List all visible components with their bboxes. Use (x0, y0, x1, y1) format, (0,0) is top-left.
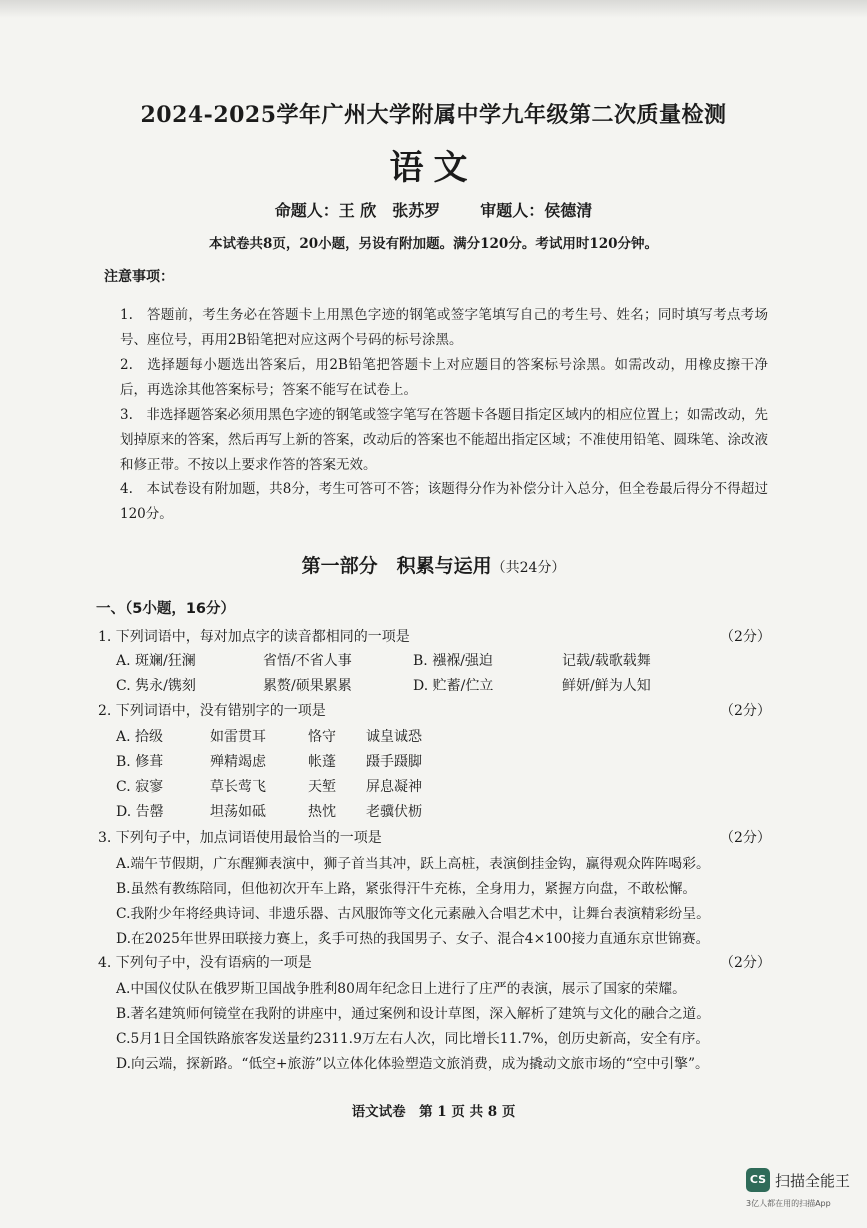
watermark-name: 扫描全能王 (775, 1172, 851, 1190)
setter-names: 王 欣 张苏罗 (338, 201, 441, 220)
camscanner-logo-icon: CS (746, 1168, 770, 1192)
q2-option-d-3: 热忱 (308, 804, 336, 820)
setter-label: 命题人： (274, 201, 339, 220)
q2-option-d-1: D. 告罄 (116, 804, 164, 820)
reviewer-name: 侯德清 (544, 201, 593, 220)
q3-sentence-a: A.端午节假期，广东醒狮表演中，狮子首当其冲，跃上高桩，表演倒挂金钩，赢得观众阵阵喝彩。 (116, 856, 710, 872)
q2-option-d-2: 坦荡如砥 (210, 804, 266, 820)
section-points: （共24分） (491, 560, 566, 576)
notice-item-2: 2. 选择题每小题选出答案后，用2B铅笔把答题卡上对应题目的答案标号涂黑。如需改动，用橡皮擦干净后，再选涂其他答案标号；答案不能写在试卷上。 (120, 357, 768, 398)
question-2-score: （2分） (720, 703, 771, 719)
q2-option-b-1: B. 修葺 (116, 754, 164, 770)
q2-option-b-4: 蹑手蹑脚 (366, 754, 422, 770)
notice-heading: 注意事项： (104, 269, 174, 285)
question-3-stem: 3. 下列句子中，加点词语使用最恰当的一项是 (98, 830, 382, 846)
q1-option-d-b: 鲜妍/鲜为人知 (562, 678, 651, 694)
q2-option-a-4: 诚皇诚恐 (366, 729, 422, 745)
scan-shadow (0, 0, 867, 18)
q1-option-a-b: 省悟/不省人事 (263, 653, 352, 669)
q1-option-d: D. 贮蓄/伫立 (413, 678, 494, 694)
q1-option-b: B. 襁褓/强迫 (413, 653, 493, 669)
q3-sentence-c: C.我附少年将经典诗词、非遗乐器、古风服饰等文化元素融入合唱艺术中，让舞台表演精彩纷呈。 (116, 906, 710, 922)
q4-sentence-a: A.中国仪仗队在俄罗斯卫国战争胜利80周年纪念日上进行了庄严的表演，展示了国家的荣耀。 (116, 981, 686, 997)
q1-option-c-b: 累赘/硕果累累 (263, 678, 352, 694)
watermark-tagline: 3亿人都在用的扫描App (746, 1199, 831, 1208)
section-title (0, 551, 867, 578)
q2-option-c-3: 天堑 (308, 779, 336, 795)
scanner-watermark (746, 1168, 856, 1218)
q4-sentence-d: D.向云端，探新路。“低空+旅游”以立体化体验塑造文旅消费，成为撬动文旅市场的“空中引擎”。 (116, 1056, 709, 1072)
exam-info: 本试卷共8页，20小题，另设有附加题。满分120分。考试用时120分钟。 (208, 236, 659, 252)
subject-title: 语文 (389, 148, 478, 188)
authors-line (0, 198, 867, 221)
exam-title: 2024-2025学年广州大学附属中学九年级第二次质量检测 (140, 102, 727, 128)
q2-option-a-3: 恪守 (308, 729, 336, 745)
q2-option-a-2: 如雷贯耳 (210, 729, 266, 745)
q3-sentence-b: B.虽然有教练陪同，但他初次开车上路，紧张得汗牛充栋，全身用力，紧握方向盘，不敢松懈。 (116, 881, 697, 897)
q2-option-c-4: 屏息凝神 (366, 779, 422, 795)
notice-item-3: 3. 非选择题答案必须用黑色字迹的钢笔或签字笔写在答题卡各题目指定区域内的相应位置上；如需改动，先划掉原来的答案，然后再写上新的答案，改动后的答案也不能超出指定区域；不准使用铅笔、圆珠笔、涂改液和修正带。不按以上要求作答的答案无效。 (120, 407, 768, 473)
question-1-stem: 1. 下列词语中，每对加点字的读音都相同的一项是 (98, 629, 410, 645)
q4-sentence-c: C.5月1日全国铁路旅客发送量约2311.9万左右人次，同比增长11.7%，创历史新高，安全有序。 (116, 1031, 710, 1047)
question-2-stem: 2. 下列词语中，没有错别字的一项是 (98, 703, 326, 719)
question-3-score: （2分） (720, 830, 771, 846)
question-4-score: （2分） (720, 955, 771, 971)
q2-option-b-3: 帐蓬 (308, 754, 336, 770)
reviewer-label: 审题人： (480, 201, 545, 220)
q2-option-d-4: 老骥伏枥 (366, 804, 422, 820)
q2-option-b-2: 殚精竭虑 (210, 754, 266, 770)
q4-sentence-b: B.著名建筑师何镜堂在我附的讲座中，通过案例和设计草图，深入解析了建筑与文化的融合之道。 (116, 1006, 710, 1022)
question-4-stem: 4. 下列句子中，没有语病的一项是 (98, 955, 312, 971)
q1-option-a: A. 斑斓/狂澜 (116, 653, 196, 669)
part-heading: 一、（5小题，16分） (96, 601, 236, 617)
page-footer: 语文试卷 第 1 页 共 8 页 (351, 1104, 516, 1120)
section-title-text: 第一部分 积累与运用 (301, 555, 492, 577)
q3-sentence-d: D.在2025年世界田联接力赛上，炙手可热的我国男子、女子、混合4×100接力直通东京世锦赛。 (116, 931, 710, 947)
notice-item-4: 4. 本试卷设有附加题，共8分，考生可答可不答；该题得分作为补偿分计入总分，但全卷最后得分不得超过120分。 (120, 481, 768, 522)
notice-item-1: 1. 答题前，考生务必在答题卡上用黑色字迹的钢笔或签字笔填写自己的考生号、姓名；同时填写考点考场号、座位号，再用2B铅笔把对应这两个号码的标号涂黑。 (120, 307, 768, 348)
q1-option-b-b: 记载/载歌载舞 (562, 653, 651, 669)
q2-option-a-1: A. 拾级 (116, 729, 164, 745)
q2-option-c-2: 草长莺飞 (210, 779, 266, 795)
q1-option-c: C. 隽永/镌刻 (116, 678, 196, 694)
question-1-score: （2分） (720, 629, 771, 645)
q2-option-c-1: C. 寂寥 (116, 779, 164, 795)
